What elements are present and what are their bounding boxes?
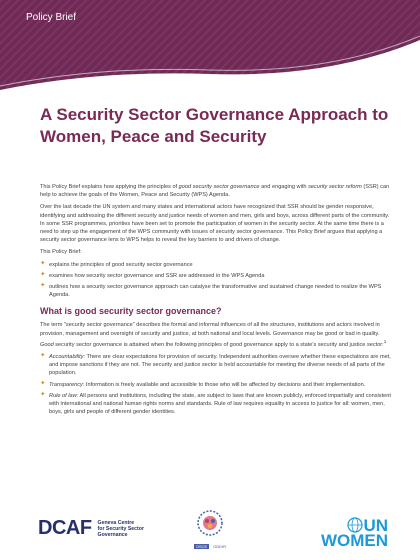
women-text: WOMEN xyxy=(320,531,388,550)
section-heading: What is good security sector governance? xyxy=(40,306,222,317)
star-bullet-icon: ✦ xyxy=(40,259,46,267)
list-item: ✦ explains the principles of good security sector governance xyxy=(40,259,193,268)
odihr-badge: ODIHR xyxy=(213,544,227,549)
intro-paragraph-2: Over the last decade the UN system and many states and international actors have recognized that SSR should be gender responsive, identifying and addressing the different security and justice needs of women and men, girls and boys, across different parts of the community. In some SSR programmes, priorities have been set to promote the participation of women in the security sector. At the same time there is a need to step up the engagement of the WPS community with issues of security sector governance. This Policy Brief argues that applying a security sector governance lens to WPS helps to reveal the key barriers to and drivers of change. xyxy=(40,204,390,244)
dcaf-name: Geneva Centre for Security Sector Governance xyxy=(97,519,144,538)
star-bullet-icon: ✦ xyxy=(40,282,46,290)
section-paragraph: The term "security sector governance" describes the formal and informal influences of all the structures, institutions and actors involved in provision, management and oversight of security and justice, at both national and local levels. Governance may be good or bad in quality. Good security sector governance is attained when the following principles of good governance apply to a state's security and justice sector:$^1$ xyxy=(40,322,387,348)
list-item: ✦ examines how security sector governance and SSR are addressed in the WPS Agenda xyxy=(40,270,265,279)
list-item: ✦ Accountability: There are clear expectations for provision of security. Independent authorities oversee whether these expectations are met, and impose sanctions if they are not. The security and justice sector is held accountable for meeting the diverse needs of all parts of the population. xyxy=(40,351,391,377)
dcaf-wordmark: DCAF xyxy=(38,517,92,539)
footnote-marker[interactable]: 1 xyxy=(383,338,387,344)
star-bullet-icon: ✦ xyxy=(40,390,46,398)
osce-badge: OSCE xyxy=(195,544,208,549)
principles-list xyxy=(40,353,392,416)
list-item: ✦ Transparency: Information is freely available and accessible to those who will be affected by decisions and their implementation. xyxy=(40,379,366,388)
list-item: ✦ outlines how a security sector governance approach can catalyse the transformative and sustained change needed to realize the WPS Agenda. xyxy=(40,282,382,299)
list-item: ✦ Rule of law: All persons and institutions, including the state, are subject to laws that are known publicly, enforced impartially and consistent with international and national human rights norms and standards. Rule of law requires equality in access to justice for all: women, men, boys, girls and people of different gender identities. xyxy=(40,390,391,416)
page-title: A Security Sector Governance Approach to Women, Peace and Security xyxy=(40,105,389,146)
brief-bullet-list xyxy=(40,261,392,300)
document-body xyxy=(40,183,392,419)
un-text: UN xyxy=(363,515,388,535)
osce-odihr-logo xyxy=(188,510,232,549)
policy-brief-label: Policy Brief xyxy=(26,12,77,23)
intro-paragraph-1: This Policy Brief explains how applying the principles of good security sector governance and engaging with security sector reform (SSR) can help to achieve the goals of the Women, Peace and Security (WPS) Agenda. xyxy=(40,184,390,199)
list-intro: This Policy Brief: xyxy=(40,249,82,256)
osce-emblem-icon xyxy=(195,510,225,538)
star-bullet-icon: ✦ xyxy=(40,379,46,387)
star-bullet-icon: ✦ xyxy=(40,351,46,359)
un-women-logo xyxy=(298,517,388,549)
header-banner xyxy=(0,0,420,90)
star-bullet-icon: ✦ xyxy=(40,270,46,278)
footer-logos xyxy=(0,505,420,560)
dcaf-logo xyxy=(38,517,144,540)
